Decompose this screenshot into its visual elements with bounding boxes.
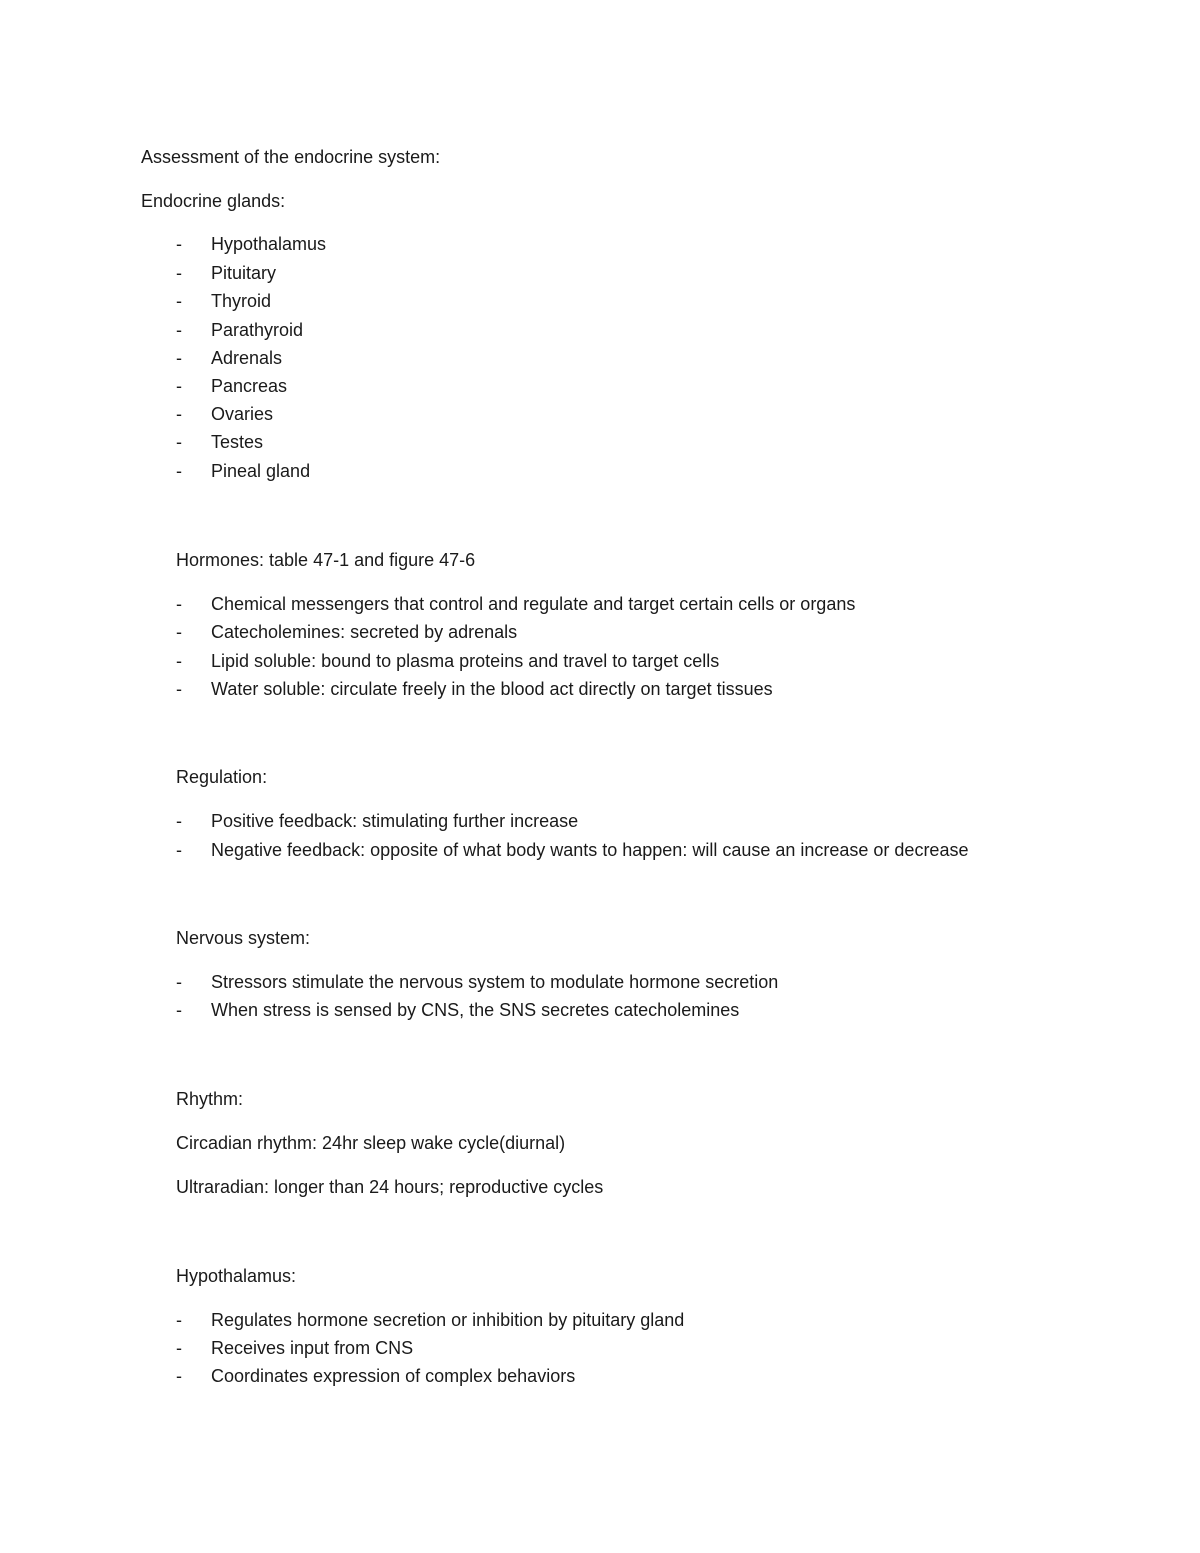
- bullet-dash: -: [176, 811, 182, 831]
- list-item: Thyroid: [211, 291, 272, 311]
- bullet-dash: -: [176, 376, 182, 396]
- bullet-dash: -: [176, 594, 182, 614]
- section-heading-hormones: Hormones: table 47-1 and figure 47-6: [176, 550, 476, 570]
- list-item: Adrenals: [211, 348, 283, 368]
- bullet-dash: -: [176, 651, 182, 671]
- list-item: Positive feedback: stimulating further increase: [211, 811, 579, 831]
- bullet-dash: -: [176, 404, 182, 424]
- section-heading-nervous-system: Nervous system:: [176, 928, 311, 948]
- bullet-dash: -: [176, 622, 182, 642]
- section-heading-glands: Endocrine glands:: [141, 191, 286, 211]
- bullet-dash: -: [176, 679, 182, 699]
- list-item: Parathyroid: [211, 320, 304, 340]
- bullet-dash: -: [176, 234, 182, 254]
- bullet-dash: -: [176, 1310, 182, 1330]
- list-item: Regulates hormone secretion or inhibition by pituitary gland: [211, 1310, 685, 1330]
- bullet-dash: -: [176, 461, 182, 481]
- list-item: Coordinates expression of complex behaviors: [211, 1366, 576, 1386]
- list-item: Ovaries: [211, 404, 274, 424]
- list-item: Negative feedback: opposite of what body wants to happen: will cause an increase or decrease: [211, 840, 969, 860]
- rhythm-line-ultraradian: Ultraradian: longer than 24 hours; reproductive cycles: [176, 1177, 604, 1197]
- section-heading-regulation: Regulation:: [176, 767, 268, 787]
- bullet-dash: -: [176, 263, 182, 283]
- bullet-dash: -: [176, 348, 182, 368]
- list-item: Pineal gland: [211, 461, 311, 481]
- bullet-dash: -: [176, 320, 182, 340]
- bullet-dash: -: [176, 840, 182, 860]
- section-heading-rhythm: Rhythm:: [176, 1089, 244, 1109]
- bullet-dash: -: [176, 972, 182, 992]
- document-title: Assessment of the endocrine system:: [141, 147, 441, 167]
- bullet-dash: -: [176, 1338, 182, 1358]
- list-item: Catecholemines: secreted by adrenals: [211, 622, 518, 642]
- rhythm-line-circadian: Circadian rhythm: 24hr sleep wake cycle(diurnal): [176, 1133, 566, 1153]
- bullet-dash: -: [176, 1000, 182, 1020]
- list-item: Lipid soluble: bound to plasma proteins and travel to target cells: [211, 651, 720, 671]
- list-item: Hypothalamus: [211, 234, 327, 254]
- list-item: Testes: [211, 432, 264, 452]
- list-item: Pituitary: [211, 263, 277, 283]
- bullet-dash: -: [176, 432, 182, 452]
- bullet-dash: -: [176, 291, 182, 311]
- list-item: When stress is sensed by CNS, the SNS secretes catecholemines: [211, 1000, 740, 1020]
- list-item: Receives input from CNS: [211, 1338, 414, 1358]
- bullet-dash: -: [176, 1366, 182, 1386]
- list-item: Pancreas: [211, 376, 288, 396]
- list-item: Stressors stimulate the nervous system to modulate hormone secretion: [211, 972, 779, 992]
- section-heading-hypothalamus: Hypothalamus:: [176, 1266, 297, 1286]
- list-item: Water soluble: circulate freely in the blood act directly on target tissues: [211, 679, 773, 699]
- list-item: Chemical messengers that control and regulate and target certain cells or organs: [211, 594, 856, 614]
